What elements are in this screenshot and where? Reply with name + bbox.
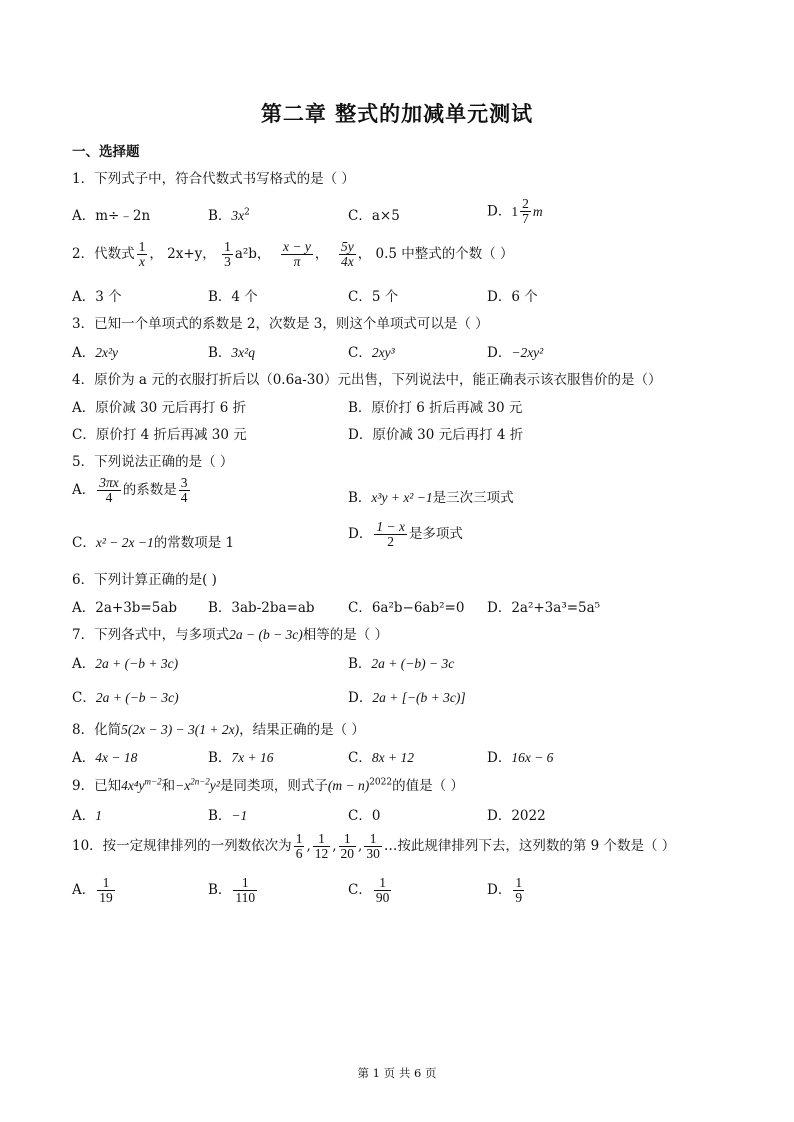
q2-option-d: D．6 个 [487,289,538,305]
q6-option-c: C．6a²b−6ab²=0 [348,600,465,616]
q4-option-a: A．原价减 30 元后再打 6 折 [72,400,247,416]
q5-option-a: A． $\frac{3\pi x}{4}$ 的系数是 $\frac{3}{4}$ [72,475,188,506]
q4-option-c: C．原价打 4 折后再减 30 元 [72,427,247,443]
q8-option-d: D．16x − 6 [487,750,554,766]
q5-option-d: D． $\frac{1 - x}{2}$ 是多项式 [348,519,463,550]
question-5: 5．下列说法正确的是（ ） [72,454,234,470]
q3-option-a: A．2x²y [72,345,119,361]
q5-option-b: B．x³y + x² −1是三次三项式 [348,490,514,506]
q6-option-a: A．2a+3b=5ab [72,600,178,616]
question-7: 7．下列各式中，与多项式2a − (b − 3c)相等的是（ ） [72,627,389,643]
q8-option-c: C．8x + 12 [348,750,414,766]
q7-option-b: B．2a + (−b) − 3c [348,656,455,672]
q9-option-c: C．0 [348,808,381,824]
q9-option-a: A．1 [72,808,102,824]
question-2: 2．代数式 $\frac{1}{x}$ ， 2x+y， $\frac{1}{3}$ a²b， $\frac{x - y}{\pi}$ ， $\frac{5y}{4x}$ ， 0.5 中整式的个数（ ） [72,239,514,270]
q6-option-d: D．2a²+3a³=5a⁵ [487,600,601,616]
q3-option-d: D．−2xy² [487,345,544,361]
question-10: 10．按一定规律排列的一列数依次为 $\frac{1}{6}$ , $\frac{1}{12}$ , $\frac{1}{20}$ , $\frac{1}{30}$ …按此规律排列下去，这列数的第 9 个数是（ ） [72,831,676,862]
q10-option-d: D． $\frac{1}{9}$ [487,875,523,906]
q1-option-c: C．a×5 [348,208,400,224]
q9-option-d: D．2022 [487,808,546,824]
q4-option-b: B．原价打 6 折后再减 30 元 [348,400,523,416]
q8-option-b: B．7x + 16 [208,750,274,766]
q5-option-c: C．x² − 2x −1的常数项是 1 [72,535,235,551]
q4-option-d: D．原价减 30 元后再打 4 折 [348,427,524,443]
q8-option-a: A．4x − 18 [72,750,138,766]
q10-option-b: B． $\frac{1}{110}$ [208,875,256,906]
q9-option-b: B．−1 [208,808,248,824]
q6-option-b: B．3ab-2ba=ab [208,600,315,616]
q2-option-c: C．5 个 [348,289,399,305]
question-4: 4．原价为 a 元的衣服打折后以（0.6a-30）元出售，下列说法中，能正确表示该衣服售价的是（） [72,372,662,388]
q1-option-a: A．m÷﹣2n [72,208,151,224]
q3-option-c: C．2xy³ [348,345,395,361]
q3-option-b: B．3x²q [208,345,255,361]
page-footer: 第 1 页 共 6 页 [357,1066,437,1080]
question-6: 6．下列计算正确的是( ) [72,572,217,588]
page-title: 第二章 整式的加减单元测试 [260,101,534,126]
q2-option-a: A．3 个 [72,289,122,305]
question-9: 9．已知$4x^4y^{m-2}$和$-x^{2n-2}y^2$是同类项，则式子$(m - n)^{2022}$的值是（ ） [72,776,464,794]
question-3: 3．已知一个单项式的系数是 2，次数是 3，则这个单项式可以是（ ） [72,316,489,332]
question-1: 1．下列式子中，符合代数式书写格式的是（ ） [72,171,355,187]
section-heading: 一、选择题 [72,144,140,160]
q2-option-b: B．4 个 [208,289,258,305]
q1-option-d: D． 1 $\frac{2}{7}$ m [487,196,543,227]
q1-option-b: B．$3x^2$ [208,207,250,224]
q7-option-d: D．2a + [−(b + 3c)] [348,690,466,706]
q10-option-a: A． $\frac{1}{19}$ [72,875,113,906]
question-8: 8．化简5(2x − 3) − 3(1 + 2x)，结果正确的是（ ） [72,722,365,738]
q7-option-c: C．2a + (−b − 3c) [72,690,179,706]
q7-option-a: A．2a + (−b + 3c) [72,656,179,672]
q10-option-c: C． $\frac{1}{90}$ [348,875,390,906]
